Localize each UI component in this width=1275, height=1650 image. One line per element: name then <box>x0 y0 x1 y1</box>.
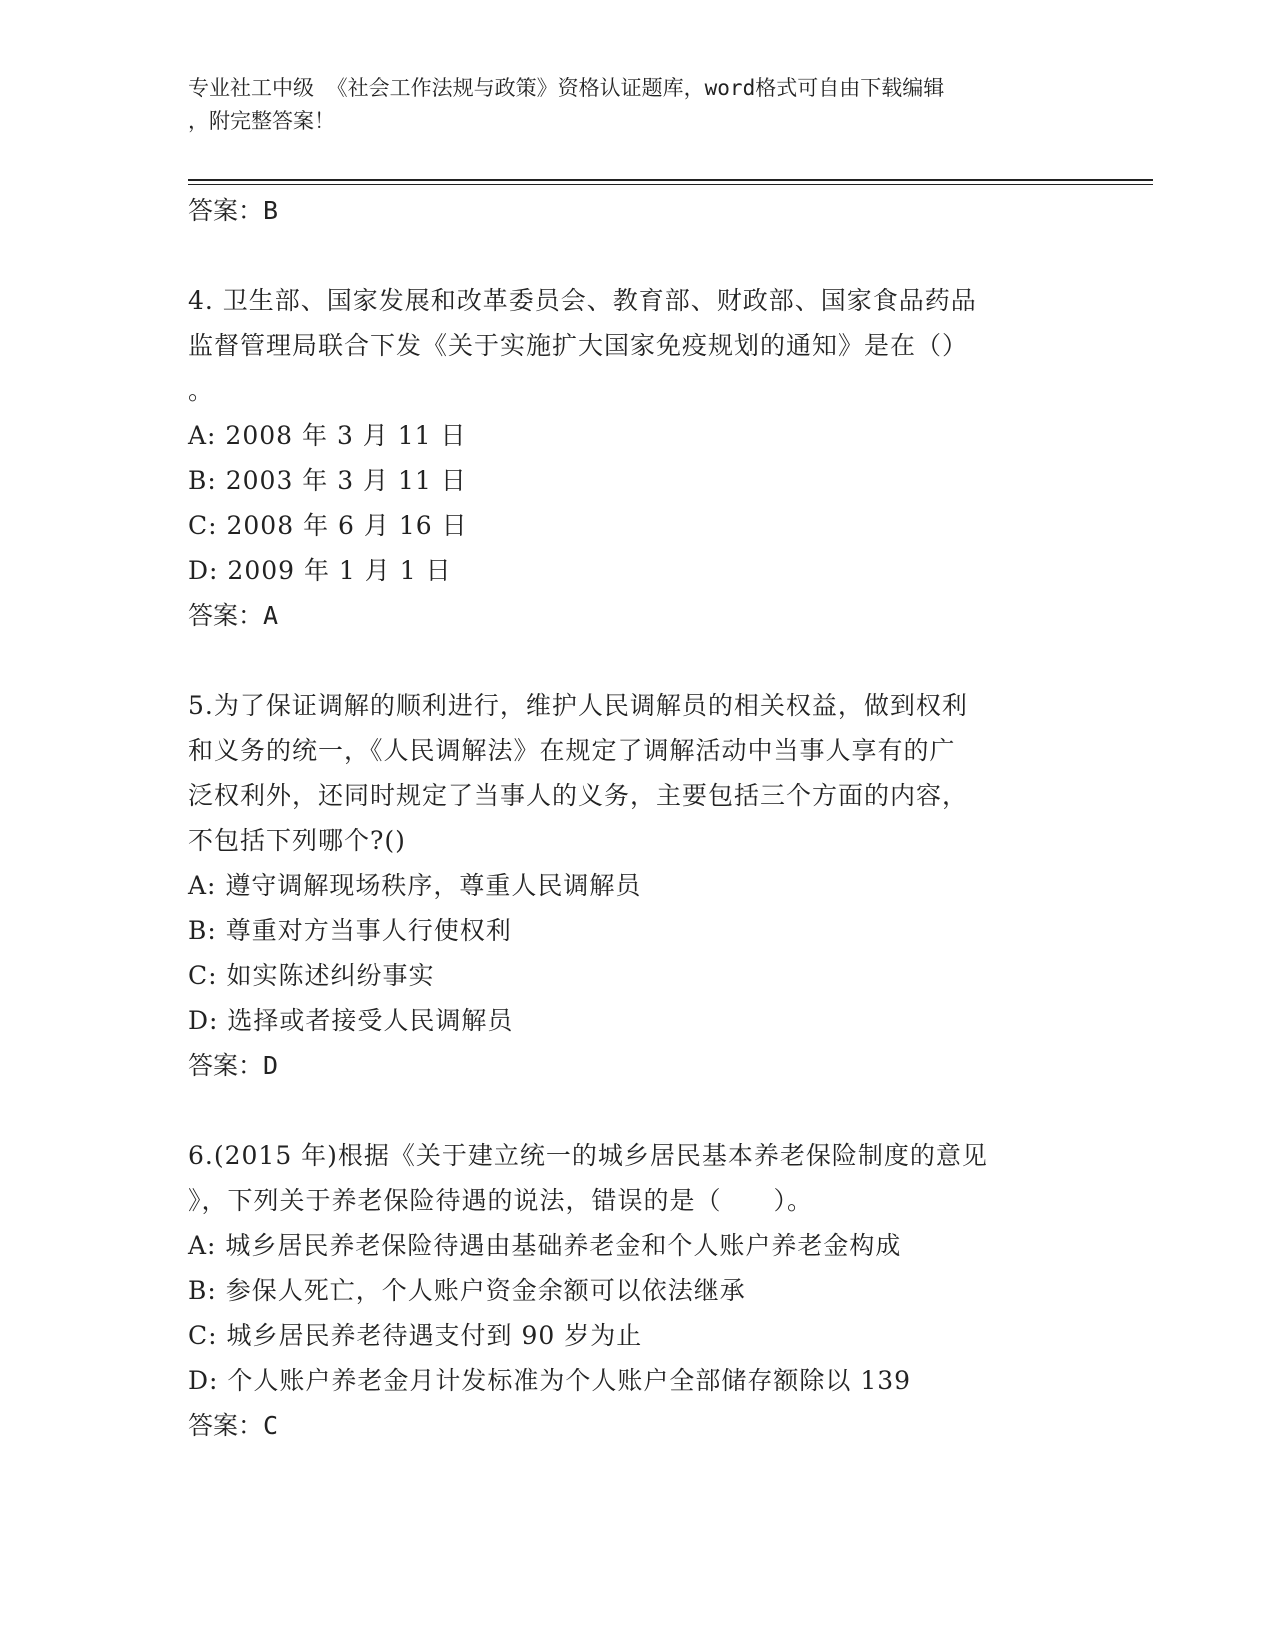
question-block-4 <box>188 278 1088 638</box>
option-a: A: 遵守调解现场秩序，尊重人民调解员 <box>188 871 642 900</box>
question-stem-line: 。 <box>188 376 215 405</box>
spacer <box>188 1088 1088 1133</box>
page-header <box>188 72 1088 138</box>
answer-line: 答案：D <box>188 1051 279 1080</box>
answer-line: 答案：C <box>188 1411 279 1440</box>
question-stem-line: 6.(2015 年)根据《关于建立统一的城乡居民基本养老保险制度的意见 <box>188 1141 988 1170</box>
header-line-1: 专业社工中级 《社会工作法规与政策》资格认证题库，word格式可自由下载编辑 <box>188 76 945 100</box>
option-c: C: 如实陈述纠纷事实 <box>188 961 435 990</box>
question-content <box>188 188 1088 1448</box>
question-stem-line: 和义务的统一，《人民调解法》在规定了调解活动中当事人享有的广 <box>188 736 956 765</box>
spacer <box>188 638 1088 683</box>
question-stem-line: 泛权利外，还同时规定了当事人的义务，主要包括三个方面的内容， <box>188 781 969 810</box>
question-stem-line: 4. 卫生部、国家发展和改革委员会、教育部、财政部、国家食品药品 <box>188 286 977 315</box>
question-block-5 <box>188 683 1088 1088</box>
question-stem-line: 不包括下列哪个?() <box>188 826 406 855</box>
option-c: C: 城乡居民养老待遇支付到 90 岁为止 <box>188 1321 643 1350</box>
answer-line: 答案：B <box>188 196 279 225</box>
option-a: A: 2008 年 3 月 11 日 <box>188 421 467 450</box>
header-divider-thick <box>188 179 1153 181</box>
option-b: B: 尊重对方当事人行使权利 <box>188 916 512 945</box>
option-d: D: 2009 年 1 月 1 日 <box>188 556 452 585</box>
header-line-2: ，附完整答案！ <box>188 109 335 133</box>
option-b: B: 2003 年 3 月 11 日 <box>188 466 467 495</box>
option-a: A: 城乡居民养老保险待遇由基础养老金和个人账户养老金构成 <box>188 1231 902 1260</box>
option-d: D: 个人账户养老金月计发标准为个人账户全部储存额除以 139 <box>188 1366 912 1395</box>
question-stem-line: 监督管理局联合下发《关于实施扩大国家免疫规划的通知》是在（） <box>188 331 969 360</box>
question-block-6 <box>188 1133 1088 1448</box>
option-d: D: 选择或者接受人民调解员 <box>188 1006 514 1035</box>
spacer <box>188 233 1088 278</box>
header-divider-thin <box>188 184 1153 185</box>
option-c: C: 2008 年 6 月 16 日 <box>188 511 468 540</box>
option-b: B: 参保人死亡，个人账户资金余额可以依法继承 <box>188 1276 746 1305</box>
answer-line: 答案：A <box>188 601 279 630</box>
question-stem-line: 5.为了保证调解的顺利进行，维护人民调解员的相关权益，做到权利 <box>188 691 968 720</box>
question-stem-line: 》，下列关于养老保险待遇的说法，错误的是（ ）。 <box>188 1186 814 1215</box>
